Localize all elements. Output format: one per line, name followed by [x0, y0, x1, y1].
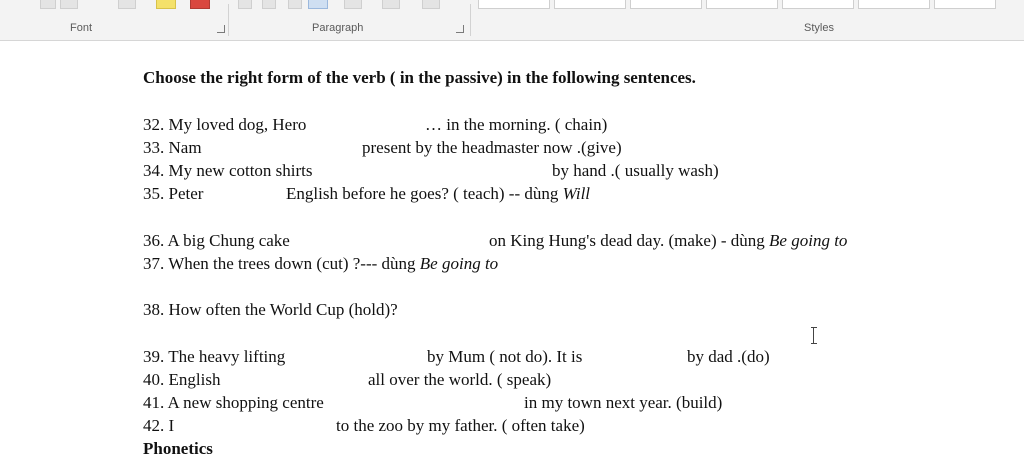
sentence-35: 35. Peter English before he goes? ( teach) -- dùng Will	[143, 184, 591, 203]
sentence-36: 36. A big Chung cake on King Hung's dead day. (make) - dùng Be going to	[143, 231, 848, 250]
text-ibeam-cursor-icon	[811, 327, 817, 344]
sentence-42: 42. I to the zoo by my father. ( often take)	[143, 416, 585, 435]
align-right-button[interactable]	[288, 0, 302, 9]
sentence-32: 32. My loved dog, Hero … in the morning. ( chain)	[143, 115, 608, 134]
paragraph-group-label: Paragraph	[312, 22, 364, 34]
highlight-color-button[interactable]	[156, 0, 176, 9]
ribbon-separator	[470, 4, 471, 36]
sentence-34: 34. My new cotton shirts by hand .( usually wash)	[143, 161, 719, 180]
exercise-heading: Choose the right form of the verb ( in the passive) in the following sentences.	[143, 68, 696, 87]
style-no-spacing[interactable]	[554, 0, 626, 9]
ribbon	[0, 0, 1024, 41]
style-heading-1[interactable]	[630, 0, 702, 9]
sentence-41: 41. A new shopping centre in my town next year. (build)	[143, 393, 723, 412]
sentence-40: 40. English all over the world. ( speak)	[143, 370, 552, 389]
document-page[interactable]	[0, 41, 1024, 466]
justify-button[interactable]	[308, 0, 328, 9]
styles-group-label: Styles	[804, 22, 834, 34]
ribbon-separator	[228, 4, 229, 36]
align-left-button[interactable]	[238, 0, 252, 9]
font-dialog-launcher-icon[interactable]	[217, 25, 225, 33]
shading-button[interactable]	[382, 0, 400, 9]
sentence-37: 37. When the trees down (cut) ?--- dùng Be going to	[143, 254, 499, 273]
font-color-button[interactable]	[190, 0, 210, 9]
style-heading-3[interactable]	[782, 0, 854, 9]
style-heading-4[interactable]	[858, 0, 930, 9]
style-normal[interactable]	[478, 0, 550, 9]
style-title[interactable]	[934, 0, 996, 9]
font-size-button[interactable]	[40, 0, 56, 9]
style-heading-2[interactable]	[706, 0, 778, 9]
borders-button[interactable]	[422, 0, 440, 9]
font-group-label: Font	[70, 22, 93, 34]
phonetics-heading: Phonetics	[143, 439, 213, 458]
align-center-button[interactable]	[262, 0, 276, 9]
case-button[interactable]	[118, 0, 136, 9]
line-spacing-button[interactable]	[344, 0, 362, 9]
sentence-38: 38. How often the World Cup (hold)?	[143, 300, 398, 319]
sentence-39: 39. The heavy lifting by Mum ( not do). It is by dad .(do)	[143, 347, 770, 366]
font-format-button[interactable]	[60, 0, 78, 9]
paragraph-dialog-launcher-icon[interactable]	[456, 25, 464, 33]
sentence-33: 33. Nam present by the headmaster now .(give)	[143, 138, 622, 157]
